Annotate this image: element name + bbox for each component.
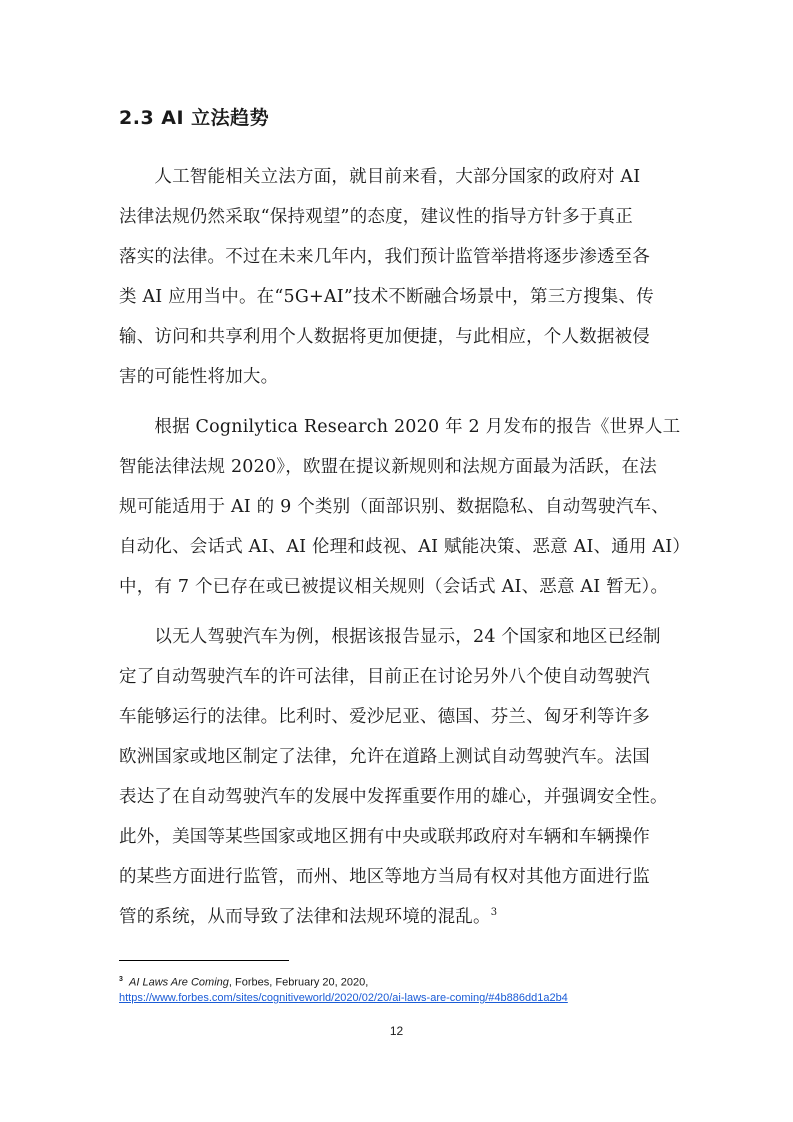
body-line-last [119, 903, 497, 928]
body-line: 自动化、会话式 AI、AI 伦理和歧视、AI 赋能决策、恶意 AI、通用 AI） [119, 537, 691, 557]
footnote-link[interactable]: https://www.forbes.com/sites/cognitiveworld/2020/02/20/ai-laws-are-coming/#4b886dd1a2b4 [119, 992, 568, 1004]
footnote-source: , Forbes, February 20, 2020, [228, 976, 369, 989]
body-line: 根据 Cognilytica Research 2020 年 2 月发布的报告《世界人工 [119, 417, 681, 437]
footnote [119, 976, 368, 989]
body-line: 此外，美国等某些国家或地区拥有中央或联邦政府对车辆和车辆操作 [119, 827, 650, 847]
body-line: 的某些方面进行监管，而州、地区等地方当局有权对其他方面进行监 [119, 867, 650, 887]
page-number: 12 [389, 1024, 404, 1038]
body-line: 定了自动驾驶汽车的许可法律，目前正在讨论另外八个使自动驾驶汽 [119, 667, 650, 687]
body-line: 害的可能性将加大。 [119, 367, 279, 387]
body-line: 输、访问和共享利用个人数据将更加便捷，与此相应，个人数据被侵 [119, 327, 650, 347]
body-line: 规可能适用于 AI 的 9 个类别（面部识别、数据隐私、自动驾驶汽车、 [119, 497, 669, 517]
section-heading: 2.3 AI 立法趋势 [119, 107, 270, 129]
body-line: 以无人驾驶汽车为例，根据该报告显示，24 个国家和地区已经制 [119, 627, 661, 647]
footnote-title: AI Laws Are Coming [129, 976, 229, 989]
body-line: 类 AI 应用当中。在“5G+AI”技术不断融合场景中，第三方搜集、传 [119, 287, 654, 307]
footnote-divider [119, 960, 289, 961]
body-line-text: 管的系统，从而导致了法律和法规环境的混乱。 [119, 907, 491, 927]
body-line: 法律法规仍然采取“保持观望”的态度，建议性的指导方针多于真正 [119, 207, 633, 227]
body-line: 智能法律法规 2020》，欧盟在提议新规则和法规方面最为活跃，在法 [119, 457, 657, 477]
body-line: 车能够运行的法律。比利时、爱沙尼亚、德国、芬兰、匈牙利等许多 [119, 707, 650, 727]
body-line: 欧洲国家或地区制定了法律，允许在道路上测试自动驾驶汽车。法国 [119, 747, 650, 767]
body-line: 中，有 7 个已存在或已被提议相关规则（会话式 AI、恶意 AI 暂无）。 [119, 577, 669, 597]
body-line: 表达了在自动驾驶汽车的发展中发挥重要作用的雄心，并强调安全性。 [119, 787, 668, 807]
footnote-reference[interactable]: 3 [490, 907, 498, 919]
footnote-number: 3 [119, 976, 123, 983]
body-line: 落实的法律。不过在未来几年内，我们预计监管举措将逐步渗透至各 [119, 247, 650, 267]
body-line: 人工智能相关立法方面，就目前来看，大部分国家的政府对 AI [119, 167, 641, 187]
